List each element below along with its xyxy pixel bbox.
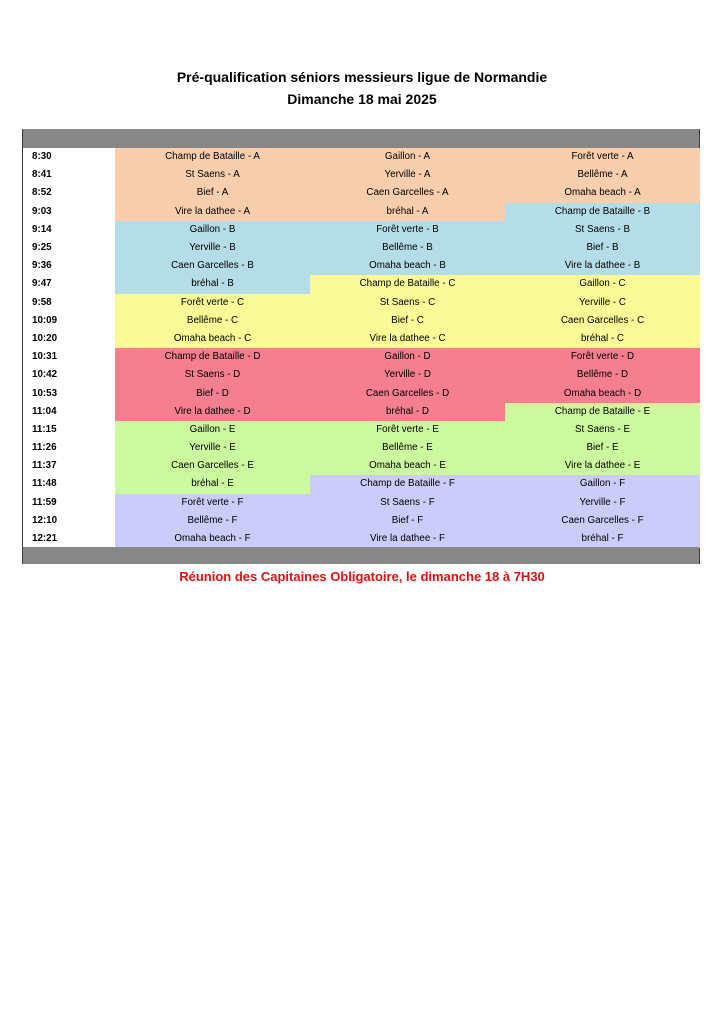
table-row bbox=[23, 312, 700, 330]
match-cell: Champ de Bataille - C bbox=[310, 275, 505, 293]
time-cell: 8:41 bbox=[23, 166, 115, 184]
table-row bbox=[23, 294, 700, 312]
time-cell: 12:10 bbox=[23, 512, 115, 530]
match-cell: Omaha beach - A bbox=[505, 184, 700, 202]
match-cell: Vire la dathee - E bbox=[505, 457, 700, 475]
match-cell: Omaha beach - F bbox=[115, 530, 310, 548]
table-row bbox=[23, 203, 700, 221]
match-cell: Caen Garcelles - A bbox=[310, 184, 505, 202]
match-cell: Champ de Bataille - D bbox=[115, 348, 310, 366]
match-cell: Bellême - D bbox=[505, 366, 700, 384]
page-subtitle: Dimanche 18 mai 2025 bbox=[287, 91, 437, 107]
match-cell: Bief - D bbox=[115, 384, 310, 402]
table-row bbox=[23, 384, 700, 402]
time-cell: 9:03 bbox=[23, 203, 115, 221]
match-cell: Omaha beach - B bbox=[310, 257, 505, 275]
table-row bbox=[23, 475, 700, 493]
match-cell: Yerville - C bbox=[505, 294, 700, 312]
match-cell: Forêt verte - B bbox=[310, 221, 505, 239]
match-cell: St Saens - B bbox=[505, 221, 700, 239]
table-row bbox=[23, 257, 700, 275]
match-cell: Champ de Bataille - B bbox=[505, 203, 700, 221]
match-cell: Bellême - E bbox=[310, 439, 505, 457]
time-cell: 8:30 bbox=[23, 148, 115, 166]
match-cell: Bief - F bbox=[310, 512, 505, 530]
time-cell: 9:58 bbox=[23, 294, 115, 312]
match-cell: St Saens - E bbox=[505, 421, 700, 439]
time-cell: 11:48 bbox=[23, 475, 115, 493]
match-cell: bréhal - F bbox=[505, 530, 700, 548]
table-row bbox=[23, 330, 700, 348]
table-row bbox=[23, 221, 700, 239]
time-cell: 9:36 bbox=[23, 257, 115, 275]
match-cell: bréhal - C bbox=[505, 330, 700, 348]
match-cell: Bellême - B bbox=[310, 239, 505, 257]
time-cell: 10:53 bbox=[23, 384, 115, 402]
table-row bbox=[23, 512, 700, 530]
match-cell: Vire la dathee - B bbox=[505, 257, 700, 275]
time-cell: 12:21 bbox=[23, 530, 115, 548]
match-cell: Bellême - A bbox=[505, 166, 700, 184]
time-cell: 11:04 bbox=[23, 403, 115, 421]
time-cell: 11:37 bbox=[23, 457, 115, 475]
match-cell: Gaillon - F bbox=[505, 475, 700, 493]
match-cell: Champ de Bataille - E bbox=[505, 403, 700, 421]
time-cell: 8:52 bbox=[23, 184, 115, 202]
match-cell: Forêt verte - A bbox=[505, 148, 700, 166]
match-cell: Gaillon - D bbox=[310, 348, 505, 366]
match-cell: Yerville - A bbox=[310, 166, 505, 184]
schedule-sheet bbox=[22, 129, 700, 564]
match-cell: bréhal - A bbox=[310, 203, 505, 221]
table-row bbox=[23, 348, 700, 366]
match-cell: Champ de Bataille - F bbox=[310, 475, 505, 493]
table-row bbox=[23, 457, 700, 475]
match-cell: St Saens - A bbox=[115, 166, 310, 184]
match-cell: Vire la dathee - A bbox=[115, 203, 310, 221]
match-cell: Caen Garcelles - F bbox=[505, 512, 700, 530]
table-row bbox=[23, 184, 700, 202]
match-cell: St Saens - D bbox=[115, 366, 310, 384]
time-cell: 10:42 bbox=[23, 366, 115, 384]
match-cell: Caen Garcelles - B bbox=[115, 257, 310, 275]
match-cell: Yerville - D bbox=[310, 366, 505, 384]
match-cell: Bief - A bbox=[115, 184, 310, 202]
match-cell: Gaillon - A bbox=[310, 148, 505, 166]
time-cell: 11:59 bbox=[23, 494, 115, 512]
time-cell: 11:26 bbox=[23, 439, 115, 457]
match-cell: Gaillon - B bbox=[115, 221, 310, 239]
page-title: Pré-qualification séniors messieurs ligue de Normandie bbox=[176, 69, 548, 85]
match-cell: Champ de Bataille - A bbox=[115, 148, 310, 166]
captains-meeting-notice: Réunion des Capitaines Obligatoire, le dimanche 18 à 7H30 bbox=[179, 569, 545, 584]
match-cell: St Saens - C bbox=[310, 294, 505, 312]
table-row bbox=[23, 421, 700, 439]
time-cell: 10:31 bbox=[23, 348, 115, 366]
match-cell: Yerville - B bbox=[115, 239, 310, 257]
match-cell: Yerville - F bbox=[505, 494, 700, 512]
match-cell: Caen Garcelles - E bbox=[115, 457, 310, 475]
match-cell: Bellême - C bbox=[115, 312, 310, 330]
match-cell: Forêt verte - D bbox=[505, 348, 700, 366]
table-row bbox=[23, 494, 700, 512]
match-cell: Bellême - F bbox=[115, 512, 310, 530]
match-cell: Omaha beach - D bbox=[505, 384, 700, 402]
time-cell: 9:25 bbox=[23, 239, 115, 257]
table-row bbox=[23, 403, 700, 421]
table-row bbox=[23, 439, 700, 457]
match-cell: Gaillon - E bbox=[115, 421, 310, 439]
match-cell: Yerville - E bbox=[115, 439, 310, 457]
match-cell: Caen Garcelles - D bbox=[310, 384, 505, 402]
time-cell: 9:47 bbox=[23, 275, 115, 293]
match-cell: Bief - B bbox=[505, 239, 700, 257]
match-cell: Omaha beach - C bbox=[115, 330, 310, 348]
match-cell: bréhal - B bbox=[115, 275, 310, 293]
match-cell: Omaha beach - E bbox=[310, 457, 505, 475]
match-cell: bréhal - D bbox=[310, 403, 505, 421]
table-row bbox=[23, 530, 700, 548]
match-cell: Vire la dathee - F bbox=[310, 530, 505, 548]
match-cell: Forêt verte - E bbox=[310, 421, 505, 439]
match-cell: bréhal - E bbox=[115, 475, 310, 493]
table-row bbox=[23, 239, 700, 257]
match-cell: Vire la dathee - D bbox=[115, 403, 310, 421]
match-cell: St Saens - F bbox=[310, 494, 505, 512]
table-row bbox=[23, 366, 700, 384]
time-cell: 10:09 bbox=[23, 312, 115, 330]
match-cell: Bief - C bbox=[310, 312, 505, 330]
table-row bbox=[23, 148, 700, 166]
schedule-table bbox=[23, 148, 700, 548]
top-bar bbox=[23, 129, 699, 148]
match-cell: Bief - E bbox=[505, 439, 700, 457]
match-cell: Forêt verte - C bbox=[115, 294, 310, 312]
match-cell: Gaillon - C bbox=[505, 275, 700, 293]
match-cell: Caen Garcelles - C bbox=[505, 312, 700, 330]
table-row bbox=[23, 166, 700, 184]
bottom-bar bbox=[23, 547, 699, 564]
table-row bbox=[23, 275, 700, 293]
time-cell: 9:14 bbox=[23, 221, 115, 239]
match-cell: Forêt verte - F bbox=[115, 494, 310, 512]
time-cell: 11:15 bbox=[23, 421, 115, 439]
match-cell: Vire la dathee - C bbox=[310, 330, 505, 348]
time-cell: 10:20 bbox=[23, 330, 115, 348]
